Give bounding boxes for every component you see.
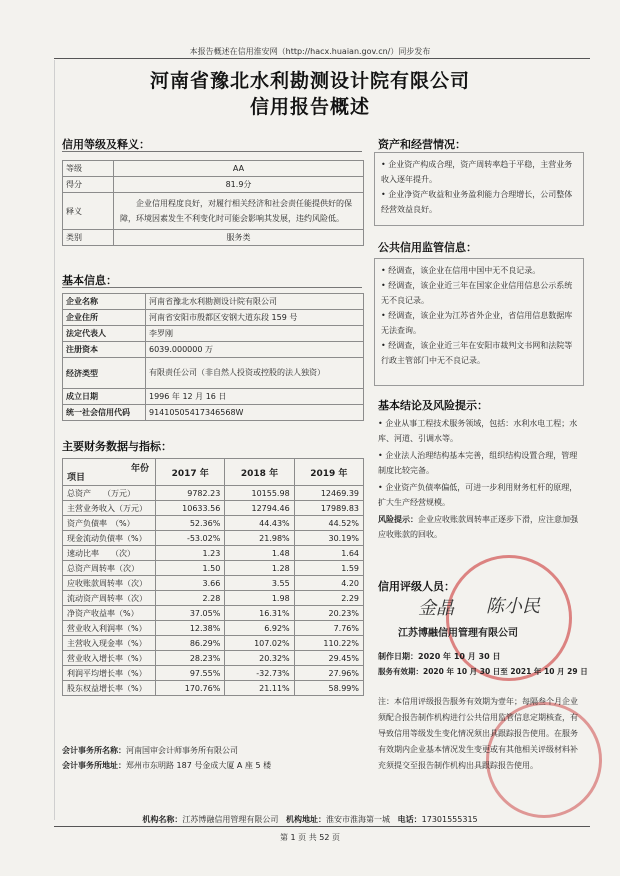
footer-addr-label: 机构地址： [286, 815, 326, 824]
finance-label: 净资产收益率（%） [63, 606, 156, 621]
finance-year-header: 2019 年 [294, 459, 363, 486]
finance-cell: 10633.56 [156, 501, 225, 516]
finance-label: 营业收入利润率（%） [63, 621, 156, 636]
basic-value: 李罗刚 [146, 326, 364, 342]
finance-cell: 4.20 [294, 576, 363, 591]
finance-cell: 1.50 [156, 561, 225, 576]
finance-cell: 20.23% [294, 606, 363, 621]
basic-heading: 基本信息： [62, 274, 117, 287]
basic-row [63, 405, 364, 421]
finance-cell: 29.45% [294, 651, 363, 666]
finance-row [63, 576, 364, 591]
basic-row [63, 342, 364, 358]
public-item: • 经调查，该企业近三年在国家企业信用信息公示系统无不良记录。 [381, 281, 573, 305]
credit-category: 服务类 [114, 230, 364, 246]
finance-label: 主营业务收入（万元） [63, 501, 156, 516]
finance-cell: 1.64 [294, 546, 363, 561]
finance-cell: 3.55 [225, 576, 294, 591]
basic-value: 1996 年 12 月 16 日 [146, 389, 364, 405]
basic-key: 经济类型 [63, 358, 146, 389]
finance-cell: -53.02% [156, 531, 225, 546]
credit-row [63, 177, 364, 193]
signature-2: 陈小民 [486, 596, 540, 617]
finance-row [63, 486, 364, 501]
footer-phone: 17301555315 [421, 815, 478, 824]
rating-company: 江苏博融信用管理有限公司 [398, 628, 518, 639]
finance-cell: 12.38% [156, 621, 225, 636]
audit-firm-label: 会计事务所名称： [62, 746, 126, 755]
assets-box [374, 152, 584, 226]
finance-cell: 1.48 [225, 546, 294, 561]
finance-row [63, 666, 364, 681]
report-subtitle: 信用报告概述 [249, 96, 370, 118]
footer-org: 江苏博融信用管理有限公司 [182, 815, 279, 824]
assets-heading: 资产和经营情况： [378, 138, 466, 151]
basic-row [63, 294, 364, 310]
basic-key: 注册资本 [63, 342, 146, 358]
footer-org-label: 机构名称： [142, 815, 183, 824]
valid-period: 2020 年 10 月 30 日至 2021 年 10 月 29 日 [423, 667, 588, 676]
credit-row [63, 161, 364, 177]
header-divider [54, 58, 590, 59]
valid-period-label: 服务有效期： [378, 667, 423, 676]
finance-row [63, 531, 364, 546]
finance-cell: 16.31% [225, 606, 294, 621]
footer-line [0, 814, 620, 825]
finance-cell: 52.36% [156, 516, 225, 531]
made-date-label: 制作日期： [378, 652, 418, 661]
risk-item: • 企业从事工程技术服务领域，包括：水利水电工程；水库、河道、引调水等。 [378, 419, 578, 443]
notice-text: 注：本信用评级报告服务有效期为壹年；每隔叁个月企业须配合报告制作机构进行公共信用监管信息定期核查，有导致信用等级发生变化情况须出具跟踪报告使用。在服务有效期内企业基本情况发生变更或有其他相关评级材料补充须提交至报告制作机构出具跟踪报告使用。 [378, 697, 578, 770]
finance-header-row [63, 459, 364, 486]
finance-cell: 1.23 [156, 546, 225, 561]
finance-label: 速动比率 （次） [63, 546, 156, 561]
finance-label: 股东权益增长率（%） [63, 681, 156, 696]
finance-cell: 21.11% [225, 681, 294, 696]
header-note: 本报告概述在信用淮安网（http://hacx.huaian.gov.cn/）同步发布 [189, 47, 431, 56]
finance-row [63, 591, 364, 606]
finance-cell: 3.66 [156, 576, 225, 591]
credit-score: 81.9分 [114, 177, 364, 193]
left-margin-line [54, 60, 55, 820]
finance-cell: 170.76% [156, 681, 225, 696]
finance-year-header: 2017 年 [156, 459, 225, 486]
finance-table [62, 458, 364, 696]
audit-address: 郑州市东明路 187 号金成大厦 A 座 5 楼 [126, 761, 272, 770]
finance-row [63, 651, 364, 666]
basic-heading-rule [62, 287, 362, 288]
audit-firm-name: 河南国审会计师事务所有限公司 [126, 746, 238, 755]
finance-corner-cell [63, 459, 156, 486]
basic-row [63, 389, 364, 405]
audit-address-label: 会计事务所地址： [62, 761, 126, 770]
basic-key: 企业名称 [63, 294, 146, 310]
finance-cell: 20.32% [225, 651, 294, 666]
finance-cell: 107.02% [225, 636, 294, 651]
finance-cell: 7.76% [294, 621, 363, 636]
finance-cell: 30.19% [294, 531, 363, 546]
finance-label: 现金流动负债率（%） [63, 531, 156, 546]
public-item: • 经调查，该企业为江苏省外企业，省信用信息数据库无法查询。 [381, 311, 573, 335]
finance-cell: 1.59 [294, 561, 363, 576]
credit-row [63, 230, 364, 246]
finance-cell: 37.05% [156, 606, 225, 621]
finance-row [63, 561, 364, 576]
report-title: 河南省豫北水利勘测设计院有限公司 [149, 70, 470, 92]
basic-row [63, 358, 364, 389]
public-item: • 经调查，该企业近三年在安阳市裁判文书网和法院等行政主管部门中无不良记录。 [381, 341, 573, 365]
finance-cell: 12794.46 [225, 501, 294, 516]
finance-cell: -32.73% [225, 666, 294, 681]
risk-item: • 企业资产负债率偏低，可进一步利用财务杠杆的原理，扩大生产经营规模。 [378, 483, 578, 507]
credit-table [62, 160, 364, 246]
finance-cell: 1.28 [225, 561, 294, 576]
credit-grade: AA [114, 161, 364, 177]
company-seal [446, 555, 572, 681]
finance-label: 营业收入增长率（%） [63, 651, 156, 666]
credit-definition: 企业信用程度良好，对履行相关经济和社会责任能提供好的保障，环境因素发生不利变化时可能会影响其发展，违约风险低。 [114, 193, 364, 230]
public-item: • 经调查，该企业在信用中国中无不良记录。 [381, 266, 541, 275]
basic-value: 91410505417346568W [146, 405, 364, 421]
finance-cell: 21.98% [225, 531, 294, 546]
finance-cell: 10155.98 [225, 486, 294, 501]
footer-divider [54, 826, 590, 827]
finance-row [63, 681, 364, 696]
finance-cell: 58.99% [294, 681, 363, 696]
finance-label: 应收账款周转率（次） [63, 576, 156, 591]
basic-value: 河南省安阳市殷都区安钢大道东段 159 号 [146, 310, 364, 326]
rating-heading: 信用评级人员： [378, 580, 455, 593]
credit-key: 等级 [63, 161, 114, 177]
basic-key: 法定代表人 [63, 326, 146, 342]
finance-year-header: 2018 年 [225, 459, 294, 486]
basic-key: 成立日期 [63, 389, 146, 405]
basic-info-table [62, 293, 364, 421]
basic-value: 河南省豫北水利勘测设计院有限公司 [146, 294, 364, 310]
finance-label: 资产负债率 （%） [63, 516, 156, 531]
credit-heading: 信用等级及释义： [62, 138, 150, 151]
finance-label: 总资产周转率（次） [63, 561, 156, 576]
risk-note [378, 512, 584, 542]
finance-cell: 44.52% [294, 516, 363, 531]
finance-cell: 97.55% [156, 666, 225, 681]
finance-item-label: 项目 [67, 473, 86, 483]
finance-cell: 12469.39 [294, 486, 363, 501]
audit-address-line [62, 760, 271, 771]
finance-row [63, 516, 364, 531]
finance-cell: 1.98 [225, 591, 294, 606]
finance-cell: 6.92% [225, 621, 294, 636]
made-date-line [378, 651, 500, 662]
basic-key: 统一社会信用代码 [63, 405, 146, 421]
page-number: 第 1 页 共 52 页 [280, 833, 340, 842]
finance-year-label: 年份 [130, 464, 149, 474]
finance-label: 流动资产周转率（次） [63, 591, 156, 606]
finance-label: 总资产 （万元） [63, 486, 156, 501]
basic-value: 有限责任公司（非自然人投资或控股的法人独资） [146, 358, 364, 389]
assets-item: • 企业资产构成合理，资产周转率趋于平稳，主营业务收入逐年提升。 [381, 160, 573, 184]
finance-heading: 主要财务数据与指标： [62, 440, 172, 453]
public-heading: 公共信用监管信息： [378, 241, 477, 254]
risk-list [378, 416, 584, 542]
basic-key: 企业住所 [63, 310, 146, 326]
finance-label: 利润平均增长率（%） [63, 666, 156, 681]
risk-heading: 基本结论及风险提示： [378, 399, 488, 412]
finance-cell: 27.96% [294, 666, 363, 681]
signature-1: 金晶 [418, 598, 454, 619]
footer-addr: 淮安市淮海第一城 [326, 815, 390, 824]
finance-cell: 28.23% [156, 651, 225, 666]
finance-cell: 9782.23 [156, 486, 225, 501]
finance-row [63, 546, 364, 561]
audit-firm-line [62, 745, 238, 756]
finance-row [63, 621, 364, 636]
finance-cell: 17989.83 [294, 501, 363, 516]
basic-row [63, 326, 364, 342]
credit-key: 得分 [63, 177, 114, 193]
made-date: 2020 年 10 月 30 日 [418, 652, 501, 661]
credit-heading-rule [62, 151, 362, 152]
finance-cell: 110.22% [294, 636, 363, 651]
finance-row [63, 636, 364, 651]
finance-label: 主营收入现金率（%） [63, 636, 156, 651]
basic-row [63, 310, 364, 326]
assets-item: • 企业净资产收益和业务盈利能力合理增长，公司整体经营效益良好。 [381, 190, 573, 214]
finance-cell: 86.29% [156, 636, 225, 651]
risk-item: • 企业法人治理结构基本完善，组织结构设置合理，管理制度比较完备。 [378, 451, 578, 475]
finance-cell: 2.29 [294, 591, 363, 606]
finance-row [63, 606, 364, 621]
valid-period-line [378, 666, 588, 677]
risk-note-label: 风险提示： [378, 515, 418, 524]
finance-cell: 44.43% [225, 516, 294, 531]
finance-cell: 2.28 [156, 591, 225, 606]
credit-key: 类别 [63, 230, 114, 246]
public-box [374, 258, 584, 386]
risk-note-text: 企业应收账款周转率正逐步下滑，应注意加强应收账款的回收。 [378, 515, 578, 539]
footer-phone-label: 电话： [397, 815, 422, 824]
basic-value: 6039.000000 万 [146, 342, 364, 358]
finance-row [63, 501, 364, 516]
credit-row [63, 193, 364, 230]
credit-key: 释义 [63, 193, 114, 230]
